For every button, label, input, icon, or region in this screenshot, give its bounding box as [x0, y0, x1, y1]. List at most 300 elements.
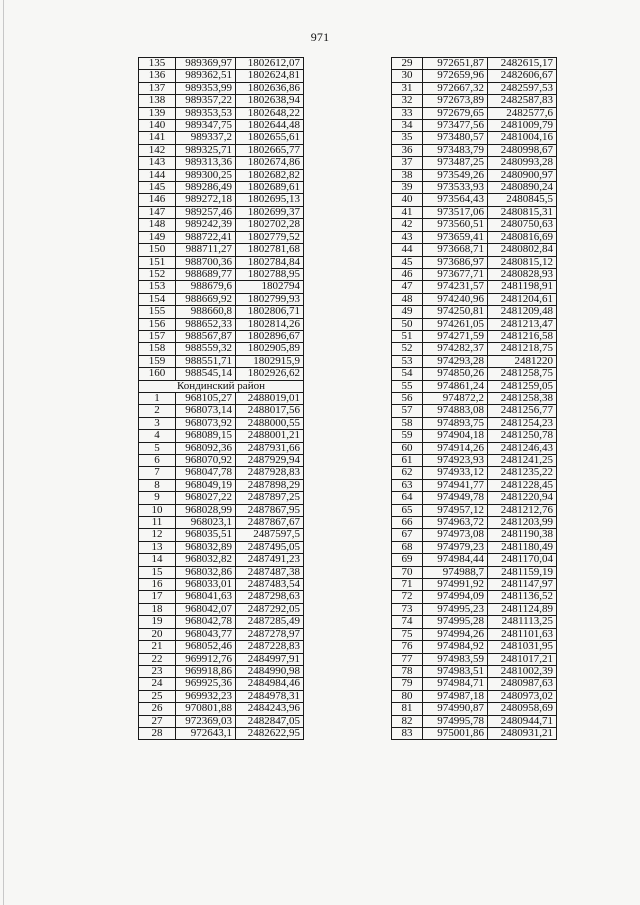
point-number-cell: 150 — [139, 244, 176, 256]
point-number-cell: 32 — [392, 95, 423, 107]
x-coordinate-cell: 970801,88 — [176, 703, 236, 715]
x-coordinate-cell: 972643,1 — [176, 727, 236, 739]
point-number-cell: 26 — [139, 703, 176, 715]
x-coordinate-cell: 974988,7 — [423, 566, 488, 578]
point-number-cell: 49 — [392, 306, 423, 318]
page-edge — [3, 0, 4, 905]
y-coordinate-cell: 1802682,82 — [236, 169, 304, 181]
table-row — [392, 281, 557, 293]
y-coordinate-cell: 2488019,01 — [236, 392, 304, 404]
point-number-cell: 23 — [139, 665, 176, 677]
y-coordinate-cell: 2481147,97 — [488, 579, 557, 591]
y-coordinate-cell: 1802915,9 — [236, 355, 304, 367]
table-row — [139, 169, 304, 181]
table-row — [392, 467, 557, 479]
y-coordinate-cell: 2488001,21 — [236, 430, 304, 442]
x-coordinate-cell: 968032,82 — [176, 554, 236, 566]
y-coordinate-cell: 2481170,04 — [488, 554, 557, 566]
y-coordinate-cell: 2482577,6 — [488, 107, 557, 119]
point-number-cell: 2 — [139, 405, 176, 417]
y-coordinate-cell: 2480816,69 — [488, 231, 557, 243]
point-number-cell: 18 — [139, 603, 176, 615]
x-coordinate-cell: 974861,24 — [423, 380, 488, 392]
x-coordinate-cell: 973480,57 — [423, 132, 488, 144]
table-row — [392, 541, 557, 553]
point-number-cell: 36 — [392, 144, 423, 156]
x-coordinate-cell: 988669,92 — [176, 293, 236, 305]
x-coordinate-cell: 974282,37 — [423, 343, 488, 355]
point-number-cell: 75 — [392, 628, 423, 640]
x-coordinate-cell: 968027,22 — [176, 492, 236, 504]
x-coordinate-cell: 969925,36 — [176, 678, 236, 690]
table-row — [139, 727, 304, 739]
x-coordinate-cell: 974983,51 — [423, 665, 488, 677]
point-number-cell: 38 — [392, 169, 423, 181]
y-coordinate-cell: 2484990,98 — [236, 665, 304, 677]
table-row — [139, 504, 304, 516]
x-coordinate-cell: 988551,71 — [176, 355, 236, 367]
x-coordinate-cell: 974231,57 — [423, 281, 488, 293]
point-number-cell: 22 — [139, 653, 176, 665]
point-number-cell: 33 — [392, 107, 423, 119]
point-number-cell: 53 — [392, 355, 423, 367]
x-coordinate-cell: 988567,87 — [176, 330, 236, 342]
y-coordinate-cell: 1802648,22 — [236, 107, 304, 119]
y-coordinate-cell: 1802784,84 — [236, 256, 304, 268]
y-coordinate-cell: 1802655,61 — [236, 132, 304, 144]
point-number-cell: 31 — [392, 82, 423, 94]
y-coordinate-cell: 2481159,19 — [488, 566, 557, 578]
page-number: 971 — [310, 30, 330, 44]
y-coordinate-cell: 2480802,84 — [488, 244, 557, 256]
point-number-cell: 10 — [139, 504, 176, 516]
point-number-cell: 50 — [392, 318, 423, 330]
y-coordinate-cell: 2480944,71 — [488, 715, 557, 727]
x-coordinate-cell: 974987,18 — [423, 690, 488, 702]
table-row — [392, 157, 557, 169]
point-number-cell: 30 — [392, 70, 423, 82]
point-number-cell: 154 — [139, 293, 176, 305]
table-row — [139, 293, 304, 305]
point-number-cell: 21 — [139, 641, 176, 653]
point-number-cell: 24 — [139, 678, 176, 690]
y-coordinate-cell: 2480998,67 — [488, 144, 557, 156]
table-row — [139, 467, 304, 479]
x-coordinate-cell: 974914,26 — [423, 442, 488, 454]
table-row — [139, 442, 304, 454]
point-number-cell: 80 — [392, 690, 423, 702]
x-coordinate-cell: 972659,96 — [423, 70, 488, 82]
point-number-cell: 136 — [139, 70, 176, 82]
point-number-cell: 48 — [392, 293, 423, 305]
table-row — [392, 442, 557, 454]
x-coordinate-cell: 973549,26 — [423, 169, 488, 181]
point-number-cell: 142 — [139, 144, 176, 156]
x-coordinate-cell: 974293,28 — [423, 355, 488, 367]
table-row — [139, 715, 304, 727]
point-number-cell: 34 — [392, 120, 423, 132]
table-row — [139, 368, 304, 380]
x-coordinate-cell: 972679,65 — [423, 107, 488, 119]
y-coordinate-cell: 2488017,56 — [236, 405, 304, 417]
x-coordinate-cell: 989257,46 — [176, 206, 236, 218]
y-coordinate-cell: 2481004,16 — [488, 132, 557, 144]
table-row — [139, 256, 304, 268]
table-row — [139, 566, 304, 578]
table-row — [139, 343, 304, 355]
point-number-cell: 40 — [392, 194, 423, 206]
y-coordinate-cell: 2481009,79 — [488, 120, 557, 132]
y-coordinate-cell: 1802695,13 — [236, 194, 304, 206]
y-coordinate-cell: 2487897,25 — [236, 492, 304, 504]
y-coordinate-cell: 2481002,39 — [488, 665, 557, 677]
y-coordinate-cell: 2487867,67 — [236, 517, 304, 529]
x-coordinate-cell: 974923,93 — [423, 455, 488, 467]
y-coordinate-cell: 1802926,62 — [236, 368, 304, 380]
table-row — [139, 206, 304, 218]
point-number-cell: 27 — [139, 715, 176, 727]
table-row — [392, 182, 557, 194]
table-row — [139, 219, 304, 231]
y-coordinate-cell: 2482847,05 — [236, 715, 304, 727]
x-coordinate-cell: 968049,19 — [176, 479, 236, 491]
y-coordinate-cell: 2481136,52 — [488, 591, 557, 603]
table-row — [139, 330, 304, 342]
table-row — [392, 653, 557, 665]
x-coordinate-cell: 969932,23 — [176, 690, 236, 702]
table-row — [139, 591, 304, 603]
y-coordinate-cell: 1802699,37 — [236, 206, 304, 218]
point-number-cell: 160 — [139, 368, 176, 380]
point-number-cell: 59 — [392, 430, 423, 442]
point-number-cell: 152 — [139, 268, 176, 280]
x-coordinate-cell: 968033,01 — [176, 579, 236, 591]
point-number-cell: 17 — [139, 591, 176, 603]
point-number-cell: 16 — [139, 579, 176, 591]
y-coordinate-cell: 2487483,54 — [236, 579, 304, 591]
x-coordinate-cell: 989325,71 — [176, 144, 236, 156]
point-number-cell: 47 — [392, 281, 423, 293]
point-number-cell: 153 — [139, 281, 176, 293]
table-row — [392, 392, 557, 404]
x-coordinate-cell: 974995,78 — [423, 715, 488, 727]
table-row — [392, 665, 557, 677]
x-coordinate-cell: 989353,53 — [176, 107, 236, 119]
table-row — [392, 703, 557, 715]
y-coordinate-cell: 2480815,12 — [488, 256, 557, 268]
x-coordinate-cell: 972369,03 — [176, 715, 236, 727]
x-coordinate-cell: 973668,71 — [423, 244, 488, 256]
y-coordinate-cell: 2480900,97 — [488, 169, 557, 181]
table-row — [392, 120, 557, 132]
y-coordinate-cell: 2487597,5 — [236, 529, 304, 541]
x-coordinate-cell: 974883,08 — [423, 405, 488, 417]
point-number-cell: 29 — [392, 58, 423, 70]
point-number-cell: 44 — [392, 244, 423, 256]
point-number-cell: 149 — [139, 231, 176, 243]
x-coordinate-cell: 972667,32 — [423, 82, 488, 94]
x-coordinate-cell: 968035,51 — [176, 529, 236, 541]
table-row — [392, 430, 557, 442]
point-number-cell: 8 — [139, 479, 176, 491]
point-number-cell: 12 — [139, 529, 176, 541]
point-number-cell: 43 — [392, 231, 423, 243]
x-coordinate-cell: 968028,99 — [176, 504, 236, 516]
table-row — [392, 293, 557, 305]
y-coordinate-cell: 2480987,63 — [488, 678, 557, 690]
point-number-cell: 25 — [139, 690, 176, 702]
y-coordinate-cell: 2482606,67 — [488, 70, 557, 82]
table-row — [392, 144, 557, 156]
point-number-cell: 11 — [139, 517, 176, 529]
x-coordinate-cell: 968032,86 — [176, 566, 236, 578]
y-coordinate-cell: 2480828,93 — [488, 268, 557, 280]
x-coordinate-cell: 989272,18 — [176, 194, 236, 206]
x-coordinate-cell: 969912,76 — [176, 653, 236, 665]
y-coordinate-cell: 2482597,53 — [488, 82, 557, 94]
y-coordinate-cell: 1802689,61 — [236, 182, 304, 194]
point-number-cell: 139 — [139, 107, 176, 119]
x-coordinate-cell: 973533,93 — [423, 182, 488, 194]
point-number-cell: 72 — [392, 591, 423, 603]
table-row — [139, 492, 304, 504]
point-number-cell: 15 — [139, 566, 176, 578]
table-row — [139, 628, 304, 640]
y-coordinate-cell: 2481124,89 — [488, 603, 557, 615]
point-number-cell: 157 — [139, 330, 176, 342]
table-row — [392, 330, 557, 342]
point-number-cell: 145 — [139, 182, 176, 194]
y-coordinate-cell: 2481218,75 — [488, 343, 557, 355]
point-number-cell: 62 — [392, 467, 423, 479]
x-coordinate-cell: 974271,59 — [423, 330, 488, 342]
x-coordinate-cell: 973560,51 — [423, 219, 488, 231]
point-number-cell: 42 — [392, 219, 423, 231]
table-row — [139, 107, 304, 119]
table-row — [392, 244, 557, 256]
point-number-cell: 159 — [139, 355, 176, 367]
table-row — [139, 517, 304, 529]
y-coordinate-cell: 1802702,28 — [236, 219, 304, 231]
point-number-cell: 81 — [392, 703, 423, 715]
table-row — [139, 144, 304, 156]
table-row — [139, 318, 304, 330]
y-coordinate-cell: 2487491,23 — [236, 554, 304, 566]
table-row — [139, 306, 304, 318]
table-row — [392, 169, 557, 181]
x-coordinate-cell: 974994,09 — [423, 591, 488, 603]
section-row — [139, 380, 304, 392]
x-coordinate-cell: 974872,2 — [423, 392, 488, 404]
table-row — [139, 690, 304, 702]
x-coordinate-cell: 968073,92 — [176, 417, 236, 429]
table-row — [139, 665, 304, 677]
y-coordinate-cell: 2480973,02 — [488, 690, 557, 702]
point-number-cell: 37 — [392, 157, 423, 169]
table-row — [392, 107, 557, 119]
y-coordinate-cell: 2481241,25 — [488, 455, 557, 467]
x-coordinate-cell: 974984,44 — [423, 554, 488, 566]
x-coordinate-cell: 974933,12 — [423, 467, 488, 479]
point-number-cell: 135 — [139, 58, 176, 70]
point-number-cell: 46 — [392, 268, 423, 280]
table-row — [392, 641, 557, 653]
table-row — [392, 70, 557, 82]
x-coordinate-cell: 968047,78 — [176, 467, 236, 479]
table-row — [392, 603, 557, 615]
x-coordinate-cell: 972651,87 — [423, 58, 488, 70]
table-row — [139, 244, 304, 256]
x-coordinate-cell: 974983,59 — [423, 653, 488, 665]
point-number-cell: 60 — [392, 442, 423, 454]
point-number-cell: 66 — [392, 517, 423, 529]
y-coordinate-cell: 2480815,31 — [488, 206, 557, 218]
x-coordinate-cell: 974963,72 — [423, 517, 488, 529]
point-number-cell: 73 — [392, 603, 423, 615]
y-coordinate-cell: 1802788,95 — [236, 268, 304, 280]
point-number-cell: 155 — [139, 306, 176, 318]
x-coordinate-cell: 989369,97 — [176, 58, 236, 70]
table-row — [139, 355, 304, 367]
y-coordinate-cell: 2484243,96 — [236, 703, 304, 715]
point-number-cell: 6 — [139, 455, 176, 467]
table-row — [392, 231, 557, 243]
x-coordinate-cell: 974261,05 — [423, 318, 488, 330]
table-row — [139, 603, 304, 615]
y-coordinate-cell: 2487495,05 — [236, 541, 304, 553]
y-coordinate-cell: 2480958,69 — [488, 703, 557, 715]
y-coordinate-cell: 1802799,93 — [236, 293, 304, 305]
table-row — [392, 343, 557, 355]
table-row — [139, 82, 304, 94]
x-coordinate-cell: 989337,2 — [176, 132, 236, 144]
point-number-cell: 45 — [392, 256, 423, 268]
y-coordinate-cell: 2480890,24 — [488, 182, 557, 194]
table-row — [392, 132, 557, 144]
x-coordinate-cell: 968089,15 — [176, 430, 236, 442]
x-coordinate-cell: 974240,96 — [423, 293, 488, 305]
point-number-cell: 52 — [392, 343, 423, 355]
table-row — [139, 132, 304, 144]
point-number-cell: 74 — [392, 616, 423, 628]
table-row — [392, 95, 557, 107]
x-coordinate-cell: 988660,8 — [176, 306, 236, 318]
x-coordinate-cell: 988722,41 — [176, 231, 236, 243]
table-row — [392, 479, 557, 491]
table-row — [392, 579, 557, 591]
y-coordinate-cell: 2484997,91 — [236, 653, 304, 665]
x-coordinate-cell: 974893,75 — [423, 417, 488, 429]
point-number-cell: 156 — [139, 318, 176, 330]
table-row — [139, 703, 304, 715]
x-coordinate-cell: 968105,27 — [176, 392, 236, 404]
table-row — [392, 554, 557, 566]
point-number-cell: 55 — [392, 380, 423, 392]
y-coordinate-cell: 2487928,83 — [236, 467, 304, 479]
y-coordinate-cell: 2481213,47 — [488, 318, 557, 330]
x-coordinate-cell: 974995,28 — [423, 616, 488, 628]
x-coordinate-cell: 989313,36 — [176, 157, 236, 169]
table-row — [392, 355, 557, 367]
point-number-cell: 20 — [139, 628, 176, 640]
point-number-cell: 83 — [392, 727, 423, 739]
y-coordinate-cell: 2487298,63 — [236, 591, 304, 603]
point-number-cell: 68 — [392, 541, 423, 553]
y-coordinate-cell: 2481250,78 — [488, 430, 557, 442]
point-number-cell: 141 — [139, 132, 176, 144]
x-coordinate-cell: 968052,46 — [176, 641, 236, 653]
x-coordinate-cell: 988711,27 — [176, 244, 236, 256]
table-row — [392, 82, 557, 94]
y-coordinate-cell: 1802779,52 — [236, 231, 304, 243]
y-coordinate-cell: 1802896,67 — [236, 330, 304, 342]
x-coordinate-cell: 968041,63 — [176, 591, 236, 603]
point-number-cell: 148 — [139, 219, 176, 231]
x-coordinate-cell: 968032,89 — [176, 541, 236, 553]
x-coordinate-cell: 989300,25 — [176, 169, 236, 181]
table-row — [392, 368, 557, 380]
point-number-cell: 57 — [392, 405, 423, 417]
point-number-cell: 51 — [392, 330, 423, 342]
y-coordinate-cell: 2481031,95 — [488, 641, 557, 653]
y-coordinate-cell: 2481235,22 — [488, 467, 557, 479]
x-coordinate-cell: 974984,92 — [423, 641, 488, 653]
point-number-cell: 7 — [139, 467, 176, 479]
point-number-cell: 69 — [392, 554, 423, 566]
y-coordinate-cell: 2484984,46 — [236, 678, 304, 690]
table-row — [392, 727, 557, 739]
table-row — [139, 95, 304, 107]
x-coordinate-cell: 972673,89 — [423, 95, 488, 107]
table-row — [139, 58, 304, 70]
table-row — [392, 194, 557, 206]
x-coordinate-cell: 989353,99 — [176, 82, 236, 94]
y-coordinate-cell: 2480931,21 — [488, 727, 557, 739]
y-coordinate-cell: 1802794 — [236, 281, 304, 293]
x-coordinate-cell: 974979,23 — [423, 541, 488, 553]
y-coordinate-cell: 2487931,66 — [236, 442, 304, 454]
y-coordinate-cell: 2481220,94 — [488, 492, 557, 504]
table-row — [139, 529, 304, 541]
point-number-cell: 13 — [139, 541, 176, 553]
y-coordinate-cell: 2487929,94 — [236, 455, 304, 467]
x-coordinate-cell: 988559,32 — [176, 343, 236, 355]
point-number-cell: 14 — [139, 554, 176, 566]
table-row — [392, 58, 557, 70]
table-row — [139, 541, 304, 553]
y-coordinate-cell: 1802806,71 — [236, 306, 304, 318]
y-coordinate-cell: 1802905,89 — [236, 343, 304, 355]
point-number-cell: 137 — [139, 82, 176, 94]
y-coordinate-cell: 2487898,29 — [236, 479, 304, 491]
point-number-cell: 147 — [139, 206, 176, 218]
table-row — [139, 417, 304, 429]
point-number-cell: 35 — [392, 132, 423, 144]
table-row — [392, 417, 557, 429]
y-coordinate-cell: 1802636,86 — [236, 82, 304, 94]
y-coordinate-cell: 1802612,07 — [236, 58, 304, 70]
table-row — [139, 641, 304, 653]
y-coordinate-cell: 2481259,05 — [488, 380, 557, 392]
y-coordinate-cell: 2481220 — [488, 355, 557, 367]
y-coordinate-cell: 2482622,95 — [236, 727, 304, 739]
x-coordinate-cell: 973686,97 — [423, 256, 488, 268]
y-coordinate-cell: 2487278,97 — [236, 628, 304, 640]
table-row — [392, 492, 557, 504]
table-row — [392, 380, 557, 392]
x-coordinate-cell: 988689,77 — [176, 268, 236, 280]
table-row — [139, 430, 304, 442]
